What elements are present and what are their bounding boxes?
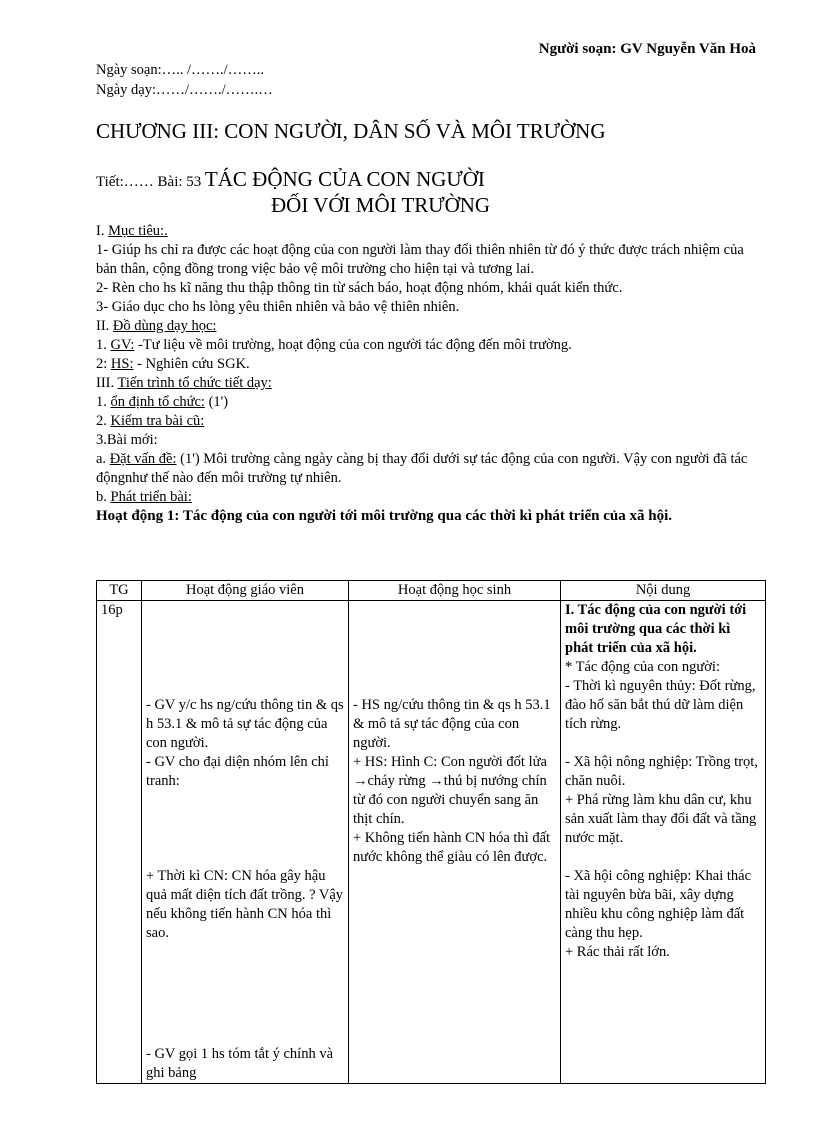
author-line: Người soạn: GV Nguyễn Văn Hoà	[538, 41, 756, 57]
item-num: a.	[96, 451, 107, 467]
item-label: ổn định tổ chức:	[110, 394, 205, 410]
content-line: - Xã hội công nghiệp: Khai thác tài nguyên bừa bãi, xây dựng nhiều khu công nghiệp làm đất càng thu hẹp.	[565, 868, 752, 941]
process-step2	[96, 412, 756, 431]
item-label: HS:	[110, 356, 134, 372]
item-label: Phát triển bài:	[110, 489, 192, 505]
lesson-prefix: Tiết:…… Bài: 53	[96, 174, 202, 190]
teacher-line: + Thời kì CN: CN hóa gây hậu quả mất diện tích đất trồng. ? Vậy nếu không tiến hành CN hóa thì sao.	[146, 868, 344, 941]
heading-text: Tiến trình tổ chức tiết dạy:	[117, 375, 272, 391]
item-text: - Nghiên cứu SGK.	[133, 356, 250, 372]
student-line: - HS ng/cứu thông tin & qs h 53.1 & mô tả sự tác động của con người.	[353, 697, 551, 751]
content-line: * Tác động của con người:	[565, 659, 720, 675]
lesson-title-line2: ĐỐI VỚI MÔI TRƯỜNG	[271, 193, 491, 217]
content-line: + Phá rừng làm khu dân cư, khu sản xuất làm thay đổi đất và tầng nước mặt.	[565, 792, 757, 846]
item-num: 2:	[96, 356, 108, 372]
lesson-title	[96, 166, 716, 218]
item-num: b.	[96, 489, 107, 505]
lesson-title-line1: TÁC ĐỘNG CỦA CON NGƯỜI	[204, 167, 485, 191]
heading-text: Mục tiêu:.	[108, 223, 168, 239]
table-row	[97, 601, 766, 1084]
date-prepared: Ngày soạn:….. /……./……..	[96, 62, 264, 78]
teacher-line: - GV gọi 1 hs tóm tắt ý chính và ghi bảng	[146, 1046, 334, 1081]
item-label: Kiểm tra bài cũ:	[110, 413, 205, 429]
header-content: Nội dung	[561, 581, 766, 601]
item-text: -Tư liệu về môi trường, hoạt động của con người tác động đến môi trường.	[134, 337, 572, 353]
cell-student	[349, 601, 561, 1084]
heading-num: I.	[96, 223, 105, 239]
process-step3: 3.Bài mới:	[96, 432, 158, 448]
objective-3: 3- Giáo dục cho hs lòng yêu thiên nhiên và bảo vệ thiên nhiên.	[96, 299, 460, 315]
content-line: - Xã hội nông nghiệp: Trồng trọt, chăn nuôi.	[565, 754, 758, 789]
objectives-heading	[96, 222, 756, 241]
content-line: + Rác thải rất lớn.	[565, 944, 670, 960]
item-label: GV:	[110, 337, 135, 353]
teacher-line: - GV y/c hs ng/cứu thông tin & qs h 53.1 & mô tả sự tác động của con người.	[146, 697, 344, 751]
content-heading: I. Tác động của con người tới môi trường qua các thời kì phát triển của xã hội.	[565, 602, 747, 656]
item-label: Đặt vấn đề:	[109, 451, 177, 467]
student-line: + HS: Hình C: Con người đốt lửa →cháy rừng →thú bị nướng chín từ đó con người chuyển sang ăn thịt chín.	[353, 754, 547, 827]
item-num: 1.	[96, 337, 107, 353]
header-tg: TG	[97, 581, 142, 601]
header-teacher: Hoạt động giáo viên	[142, 581, 349, 601]
student-line: + Không tiến hành CN hóa thì đất nước không thể giàu có lên được.	[353, 830, 551, 865]
date-taught: Ngày dạy:……/……./…….…	[96, 82, 273, 98]
teacher-line: - GV cho đại diện nhóm lên chỉ tranh:	[146, 754, 329, 789]
materials-gv	[96, 336, 756, 355]
header-student: Hoạt động học sinh	[349, 581, 561, 601]
process-heading	[96, 374, 756, 393]
cell-tg: 16p	[97, 601, 142, 1084]
heading-num: II.	[96, 318, 110, 334]
process-intro	[96, 450, 756, 488]
process-step1	[96, 393, 756, 412]
dates-block	[96, 60, 273, 100]
cell-teacher	[142, 601, 349, 1084]
materials-heading	[96, 317, 756, 336]
heading-num: III.	[96, 375, 115, 391]
heading-text: Đồ dùng dạy học:	[112, 318, 217, 334]
content-line: - Thời kì nguyên thủy: Đốt rừng, đào hố săn bắt thú dữ làm diện tích rừng.	[565, 678, 756, 732]
item-num: 1.	[96, 394, 107, 410]
materials-hs	[96, 355, 756, 374]
process-develop	[96, 488, 756, 507]
lesson-body	[96, 222, 756, 526]
objective-1: 1- Giúp hs chỉ ra được các hoạt động của con người làm thay đổi thiên nhiên từ đó ý thức được trách nhiệm của bản thân, cộng đồng trong việc bảo vệ môi trường cho hiện tại và tương lai.	[96, 242, 744, 277]
item-num: 2.	[96, 413, 107, 429]
table-header-row	[97, 581, 766, 601]
objective-2: 2- Rèn cho hs kĩ năng thu thập thông tin từ sách báo, hoạt động nhóm, khái quát kiến thức.	[96, 280, 623, 296]
cell-content	[561, 601, 766, 1084]
item-text: (1') Môi trường càng ngày càng bị thay đổi dưới sự tác động của con người. Vậy con người đã tác độngnhư thế nào đến môi trường tự nhiên.	[96, 451, 748, 486]
chapter-title: CHƯƠNG III: CON NGƯỜI, DÂN SỐ VÀ MÔI TRƯỜNG	[96, 119, 606, 143]
lesson-table	[96, 580, 766, 1084]
item-text: (1')	[204, 394, 229, 410]
activity-1-heading: Hoạt động 1: Tác động của con người tới môi trường qua các thời kì phát triển của xã hội.	[96, 508, 672, 524]
